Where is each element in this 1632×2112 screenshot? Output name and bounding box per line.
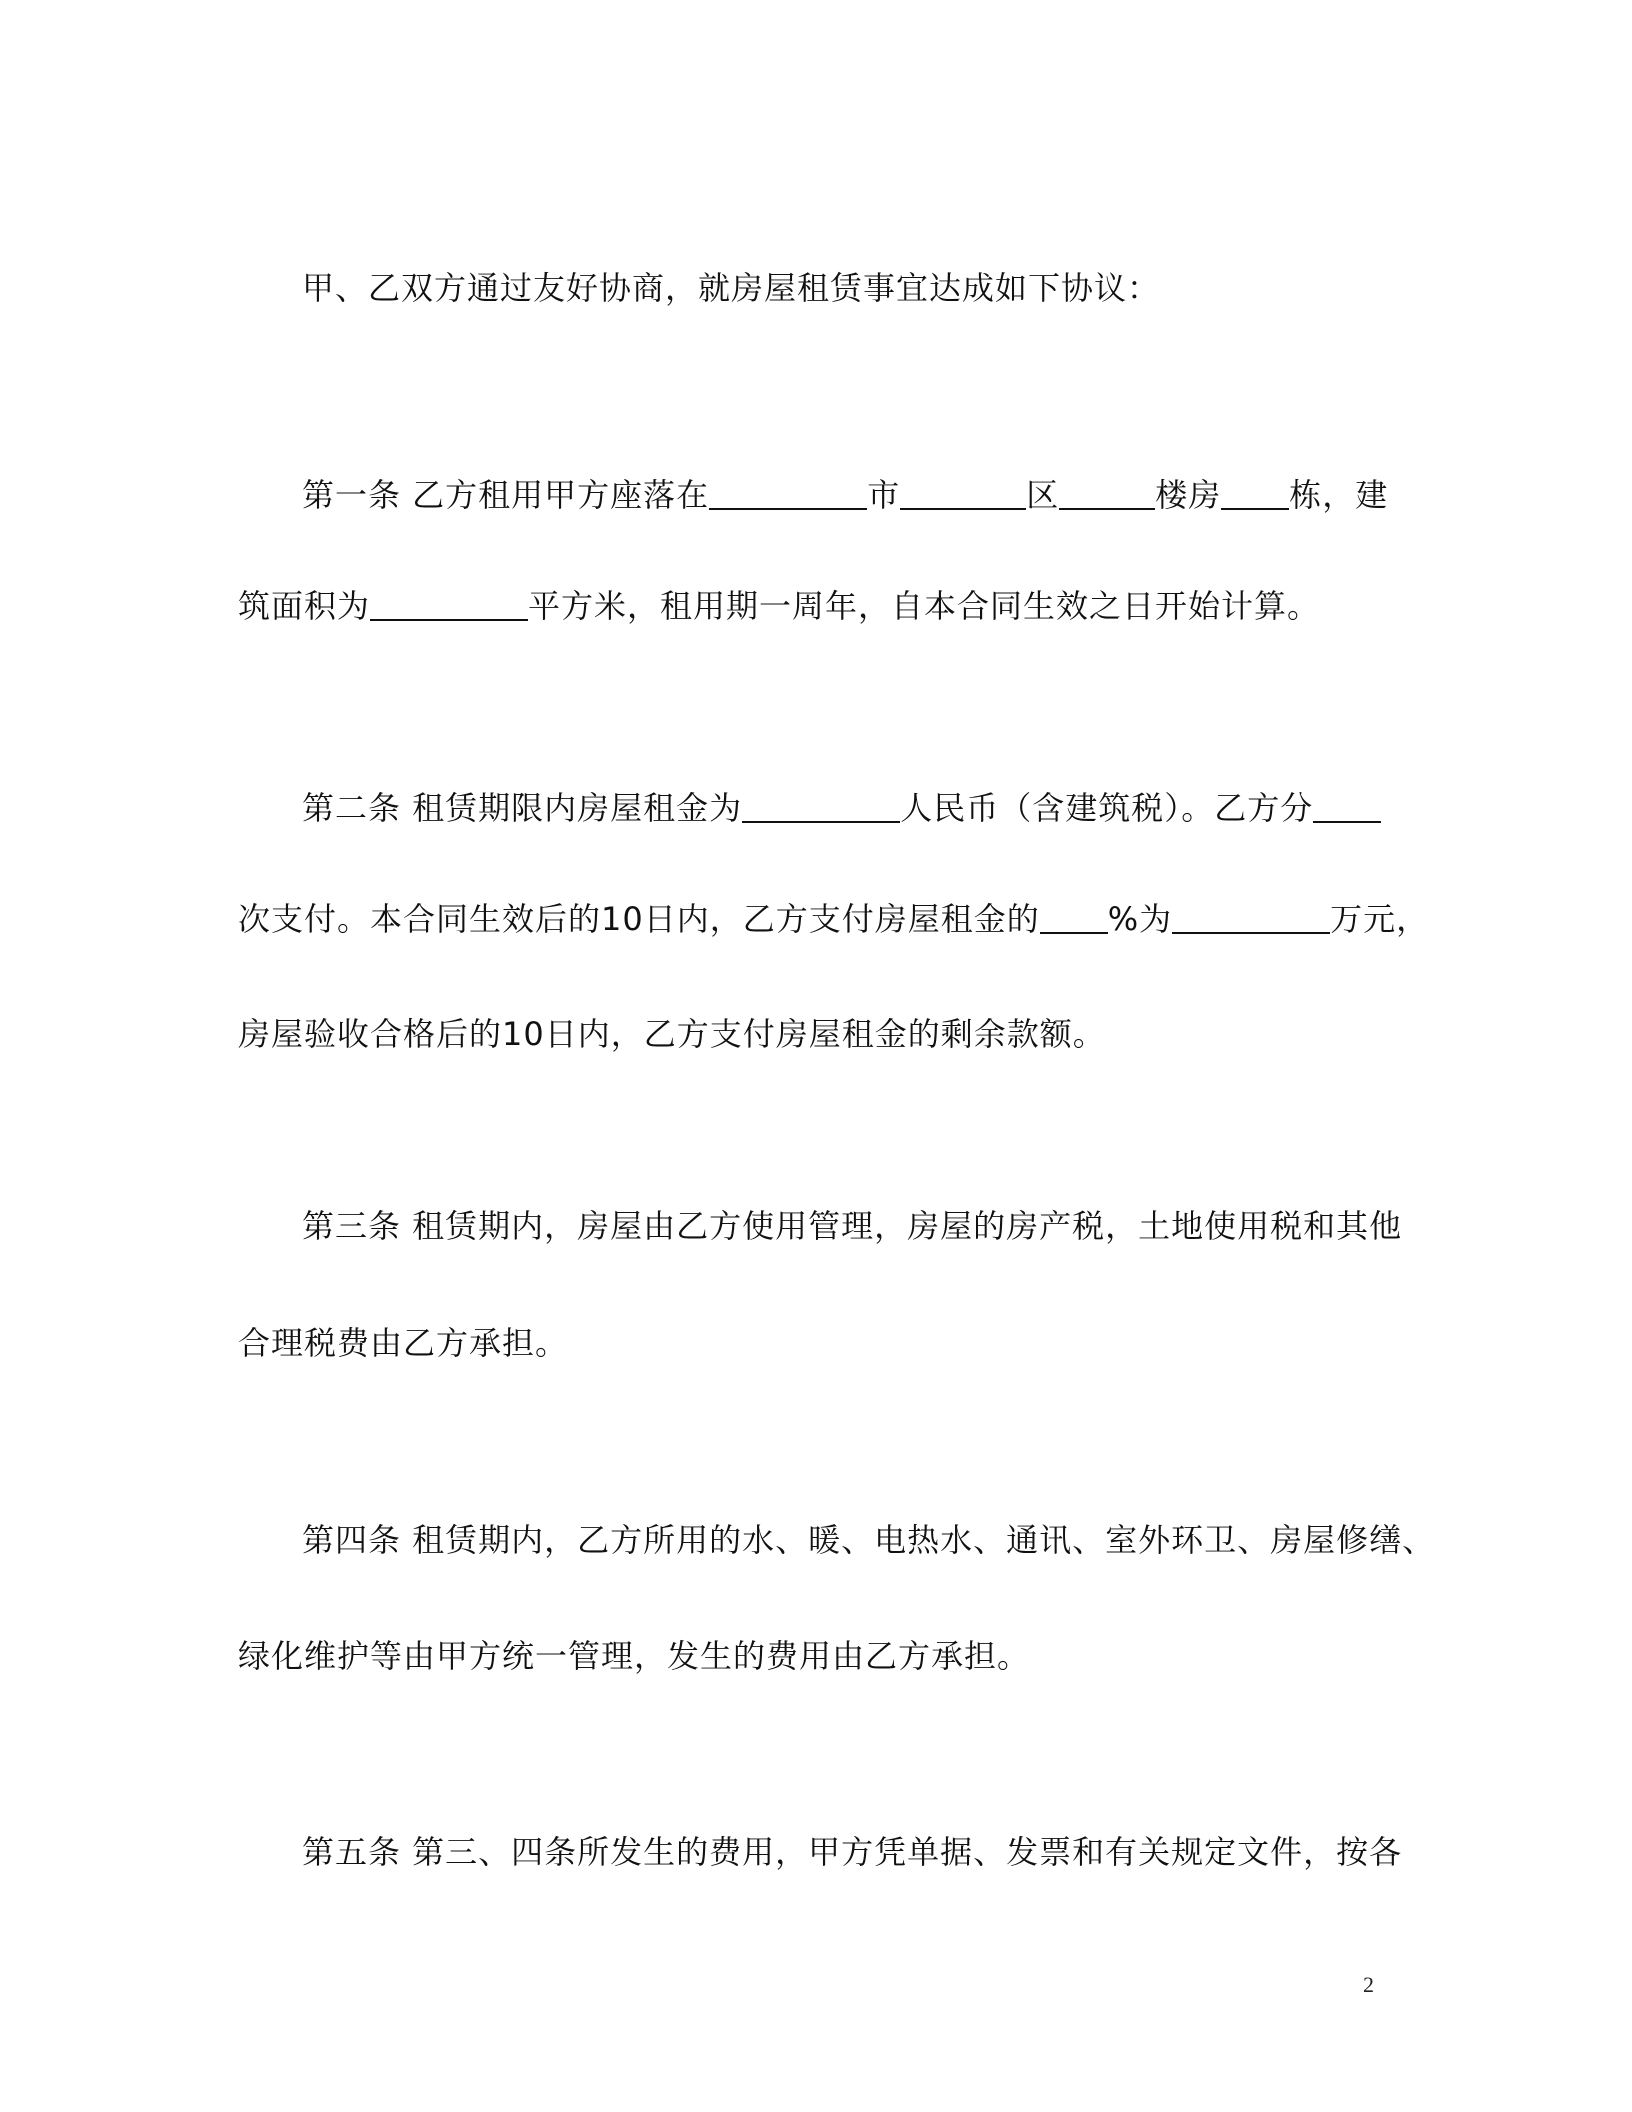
article-5-text-1: 第五条 第三、四条所发生的费用，甲方凭单据、发票和有关规定文件，按各	[302, 1833, 1403, 1871]
article-4-text-1: 第四条 租赁期内，乙方所用的水、暖、电热水、通讯、室外环卫、房屋修缮、	[302, 1521, 1436, 1559]
article-1-line-1	[302, 475, 1388, 515]
article-3-text-1: 第三条 租赁期内，房屋由乙方使用管理，房屋的房产税，土地使用税和其他	[302, 1207, 1403, 1245]
rent-blank[interactable]	[742, 791, 900, 823]
amount-blank[interactable]	[1172, 902, 1330, 934]
article-2-line-1	[302, 788, 1381, 828]
building-blank[interactable]	[1059, 478, 1155, 510]
city-blank[interactable]	[709, 478, 867, 510]
article-1-text-4: 楼房	[1155, 476, 1222, 514]
article-4-text-2: 绿化维护等由甲方统一管理，发生的费用由乙方承担。	[238, 1637, 1031, 1675]
article-2-text-2: 人民币（含建筑税）。乙方分	[900, 789, 1314, 827]
article-3-line-2	[238, 1323, 568, 1363]
article-1-text-7: 平方米，租用期一周年，自本合同生效之日开始计算。	[528, 587, 1321, 625]
intro-line	[302, 268, 1160, 308]
article-2-text-1: 第二条 租赁期限内房屋租金为	[302, 789, 743, 827]
page-number: 2	[1363, 1972, 1374, 1997]
article-1-text-2: 市	[867, 476, 901, 514]
article-2-text-3: 次支付。本合同生效后的10日内，乙方支付房屋租金的	[238, 900, 1040, 938]
article-4-line-1	[302, 1520, 1435, 1560]
installments-blank[interactable]	[1313, 791, 1381, 823]
article-2-line-2	[238, 899, 1429, 939]
article-1-text-6: 筑面积为	[238, 587, 371, 625]
percent-blank[interactable]	[1040, 902, 1108, 934]
article-5-line-1	[302, 1832, 1402, 1872]
article-2-text-5: 万元，	[1330, 900, 1430, 938]
unit-blank[interactable]	[1221, 478, 1289, 510]
article-1-text-3: 区	[1026, 476, 1060, 514]
article-2-text-4: %为	[1107, 900, 1173, 938]
article-3-text-2: 合理税费由乙方承担。	[238, 1324, 569, 1362]
district-blank[interactable]	[900, 478, 1026, 510]
intro-text: 甲、乙双方通过友好协商，就房屋租赁事宜达成如下协议：	[302, 269, 1161, 307]
article-2-text-6: 房屋验收合格后的10日内，乙方支付房屋租金的剩余款额。	[238, 1015, 1106, 1053]
article-1-text-1: 第一条 乙方租用甲方座落在	[302, 476, 710, 514]
article-2-line-3	[238, 1014, 1106, 1054]
area-blank[interactable]	[370, 589, 528, 621]
article-3-line-1	[302, 1206, 1402, 1246]
article-4-line-2	[238, 1636, 1030, 1676]
article-1-text-5: 栋，建	[1289, 476, 1389, 514]
article-1-line-2	[238, 586, 1320, 626]
